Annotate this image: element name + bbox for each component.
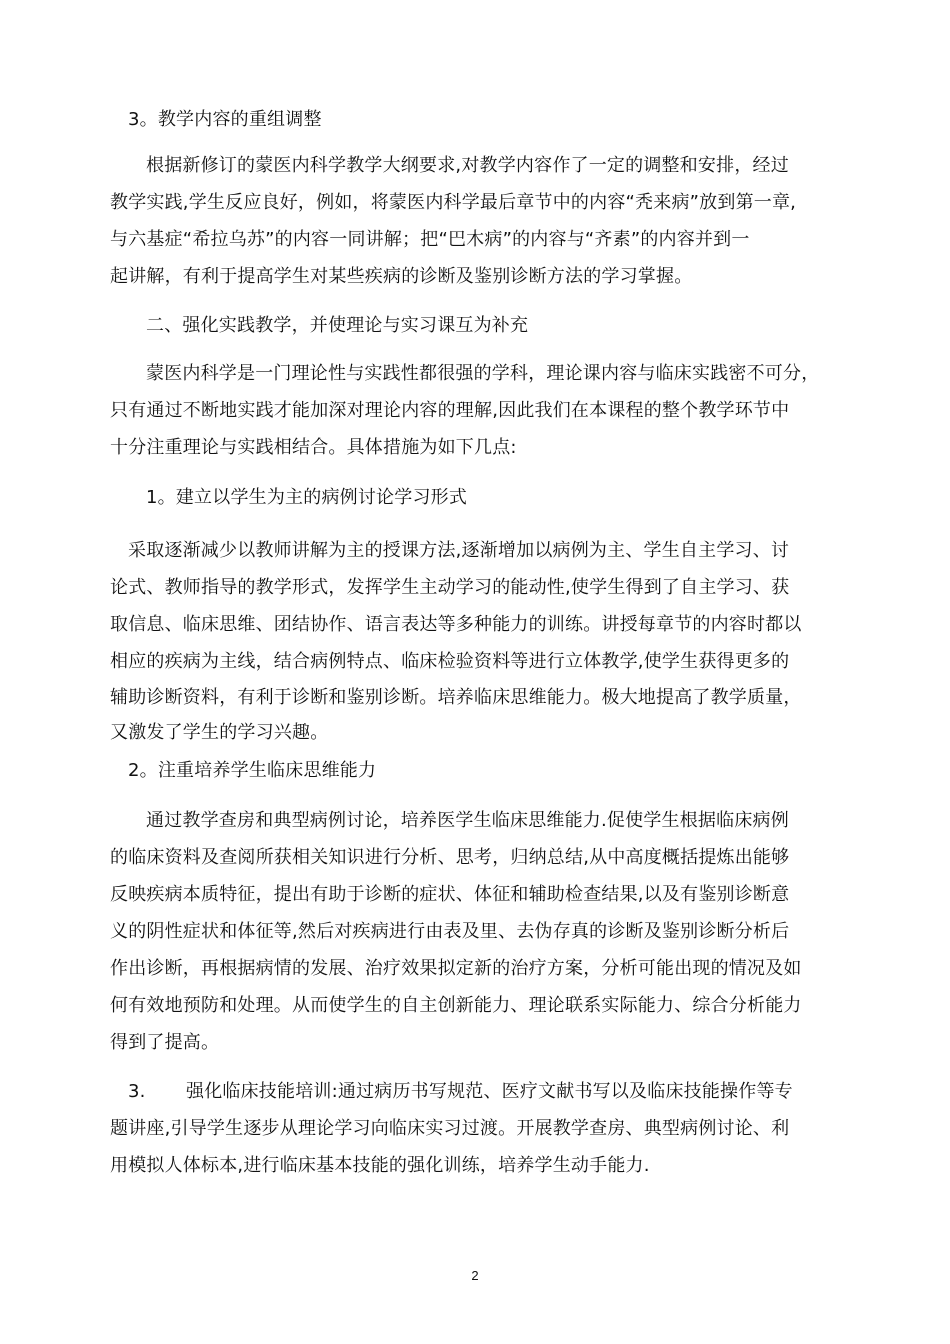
paragraph-line: 强化临床技能培训:通过病历书写规范、医疗文献书写以及临床技能操作等专 (186, 1081, 793, 1102)
paragraph-line: 作出诊断，再根据病情的发展、治疗效果拟定新的治疗方案，分析可能出现的情况及如 (110, 958, 802, 979)
paragraph-line: 何有效地预防和处理。从而使学生的自主创新能力、理论联系实际能力、综合分析能力 (110, 995, 802, 1016)
paragraph-line: 教学实践,学生反应良好，例如，将蒙医内科学最后章节中的内容“秃来病”放到第一章, (110, 192, 797, 213)
item-2-title: 2。注重培养学生临床思维能力 (128, 760, 377, 781)
paragraph-line: 得到了提高。 (110, 1032, 220, 1053)
paragraph-line: 根据新修订的蒙医内科学教学大纲要求,对教学内容作了一定的调整和安排，经过 (146, 155, 789, 176)
page-number: 2 (471, 1268, 479, 1283)
paragraph-line: 的临床资料及查阅所获相关知识进行分析、思考，归纳总结,从中高度概括提炼出能够 (110, 847, 790, 868)
paragraph-line: 论式、教师指导的教学形式，发挥学生主动学习的能动性,使学生得到了自主学习、获 (110, 577, 790, 598)
paragraph-line: 用模拟人体标本,进行临床基本技能的强化训练，培养学生动手能力. (110, 1155, 650, 1176)
paragraph-line: 与六基症“希拉乌苏”的内容一同讲解；把“巴木病”的内容与“齐素”的内容并到一 (110, 229, 750, 250)
paragraph-line: 通过教学查房和典型病例讨论，培养医学生临床思维能力.促使学生根据临床病例 (146, 810, 789, 831)
paragraph-line: 采取逐渐减少以教师讲解为主的授课方法,逐渐增加以病例为主、学生自主学习、讨 (128, 540, 790, 561)
paragraph-line: 取信息、临床思维、团结协作、语言表达等多种能力的训练。讲授每章节的内容时都以 (110, 614, 802, 635)
paragraph-line: 反映疾病本质特征，提出有助于诊断的症状、体征和辅助检查结果,以及有鉴别诊断意 (110, 884, 790, 905)
paragraph-line: 蒙医内科学是一门理论性与实践性都很强的学科，理论课内容与临床实践密不可分， (146, 363, 820, 384)
item-1-title: 1。建立以学生为主的病例讨论学习形式 (146, 487, 468, 508)
paragraph-line: 又激发了学生的学习兴趣。 (110, 722, 329, 743)
paragraph-line: 辅助诊断资料，有利于诊断和鉴别诊断。培养临床思维能力。极大地提高了教学质量， (110, 687, 802, 708)
item-3-number: 3. (128, 1081, 146, 1102)
paragraph-line: 题讲座,引导学生逐步从理论学习向临床实习过渡。开展教学查房、典型病例讨论、利 (110, 1118, 790, 1139)
paragraph-line: 只有通过不断地实践才能加深对理论内容的理解,因此我们在本课程的整个教学环节中 (110, 400, 790, 421)
paragraph-line: 义的阴性症状和体征等,然后对疾病进行由表及里、去伪存真的诊断及鉴别诊断分析后 (110, 921, 790, 942)
paragraph-line: 相应的疾病为主线，结合病例特点、临床检验资料等进行立体教学,使学生获得更多的 (110, 651, 790, 672)
paragraph-line: 十分注重理论与实践相结合。具体措施为如下几点: (110, 437, 517, 458)
section-2-title: 二、强化实践教学，并使理论与实习课互为补充 (146, 315, 529, 336)
heading-content-reorg: 3。教学内容的重组调整 (128, 109, 322, 130)
paragraph-line: 起讲解，有利于提高学生对某些疾病的诊断及鉴别诊断方法的学习掌握。 (110, 266, 693, 287)
